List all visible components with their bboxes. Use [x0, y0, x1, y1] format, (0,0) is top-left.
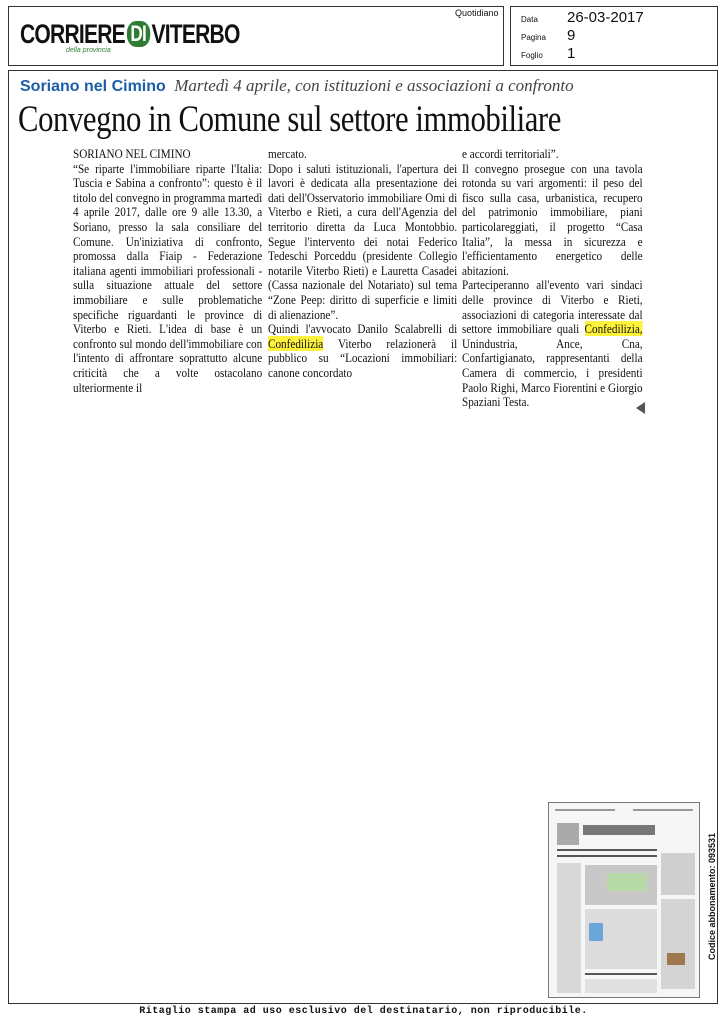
thumb-block — [667, 953, 685, 965]
kicker-place: Soriano nel Cimino — [20, 78, 166, 95]
highlight-confedilizia: Confedilizia — [268, 335, 324, 351]
meta-row-data — [521, 9, 644, 26]
col1-paragraph: “Se riparte l'immobiliare riparte l'Italia: Tuscia e Sabina a confronto”: questo è il titolo del convegno in programma martedì 4 aprile 2017, dalle ore 9 alle 13.30, a Soriano, presso la sala consiliare del Comune. Un'iniziativa di confronto, promossa dalla Fiaip - Federazione italiana agenti immobiliari professionali - sulla situazione attuale del settore immobiliare e sulle problematiche specifiche riguardanti le province di Viterbo e Rieti. L'idea di base è un confronto sul mondo dell'immobiliare con l'intento di affrontare soprattutto alcune criticità che a volte ostacolano ulteriormente il — [73, 160, 263, 395]
logo-left-word: CORRIERE — [20, 18, 125, 49]
meta-pagina-value: 9 — [567, 27, 576, 44]
article-kicker — [20, 76, 574, 96]
meta-row-pagina — [521, 27, 575, 44]
thumb-block — [661, 899, 695, 989]
col3-p3-before: Parteciperanno all'evento vari sindaci delle province di Viterbo e Rieti, associazioni di categoria interessate dal settore immobiliare quali — [462, 277, 643, 337]
meta-foglio-label: Foglio — [521, 51, 543, 60]
thumb-block — [661, 853, 695, 895]
meta-data-value: 26-03-2017 — [567, 9, 644, 26]
meta-pagina-label: Pagina — [521, 33, 546, 42]
newspaper-logo — [20, 14, 240, 54]
end-of-article-icon — [636, 402, 645, 414]
publication-type: Quotidiano — [455, 8, 499, 18]
col2-p3-after: Viterbo relazionerà il pubblico su “Locazioni immobiliari: canone concordato — [268, 335, 458, 380]
thumb-block — [557, 863, 581, 993]
meta-data-label: Data — [521, 15, 538, 24]
thumb-line — [555, 809, 615, 811]
meta-foglio-value: 1 — [567, 45, 576, 62]
col2-p3-before: Quindi l'avvocato Danilo Scalabrelli di — [268, 321, 458, 337]
thumb-line — [585, 973, 657, 975]
col3-paragraph-2: Il convegno prosegue con una tavola rotonda su vari argomenti: il peso del fisco sulla casa, urbanistica, recupero del patrimonio immobiliare, piani particolareggiati, il progetto “Casa Italia”, la messa in sicurezza e l'efficientamento energetico delle abitazioni. — [462, 160, 643, 278]
thumb-line — [633, 809, 693, 811]
page-thumbnail — [548, 802, 700, 998]
logo-subtitle: della provincia — [66, 47, 111, 54]
subscription-code: Codice abbonamento: 093531 — [707, 832, 717, 960]
col3-paragraph-1: e accordi territoriali”. — [462, 146, 559, 161]
kicker-subtitle: Martedì 4 aprile, con istituzioni e associazioni a confronto — [174, 76, 574, 95]
article-column-1 — [73, 147, 262, 395]
article-dateline: SORIANO NEL CIMINO — [73, 146, 191, 161]
col3-p3-after: Unindustria, Ance, Cna, Confartigianato, rappresentanti della Camera di commercio, i presidenti Paolo Righi, Marco Fiorentini e Giorgio Spaziani Testa. — [462, 335, 643, 410]
col2-paragraph-1: mercato. — [268, 146, 307, 161]
article-column-2 — [268, 147, 457, 381]
thumb-line — [557, 849, 657, 851]
footer-notice: Ritaglio stampa ad uso esclusivo del destinatario, non riproducibile. — [139, 1006, 588, 1017]
article-column-3 — [462, 147, 643, 410]
thumb-block — [607, 873, 647, 891]
thumb-block — [583, 825, 655, 835]
highlight-confedilizia-2: Confedilizia, — [584, 321, 643, 337]
meta-box — [510, 6, 718, 66]
meta-row-foglio — [521, 45, 575, 62]
col3-paragraph-3 — [462, 278, 643, 409]
logo-di-badge: DI — [126, 21, 149, 47]
col2-paragraph-3 — [268, 322, 457, 380]
thumb-line — [557, 855, 657, 857]
col2-paragraph-2: Dopo i saluti istituzionali, l'apertura dei lavori è dedicata alla presentazione dei dati dell'Osservatorio immobiliare Omi di Viterbo e Rieti, a cura dell'Agenzia del territorio diretta da Luca Montobbio. Segue l'intervento dei notai Federico Tedeschi Porceddu (presidente Collegio notarile Viterbo Rieti) e Lauretta Casadei (Cassa nazionale del Notariato) sul tema “Zone Peep: diritto di superficie e limiti di alienazione”. — [268, 160, 458, 322]
thumb-block — [585, 979, 657, 993]
logo-right-word: VITERBO — [151, 18, 240, 49]
article-headline: Convegno in Comune sul settore immobiliare — [18, 99, 561, 140]
thumb-block — [557, 823, 579, 845]
thumb-block — [589, 923, 603, 941]
